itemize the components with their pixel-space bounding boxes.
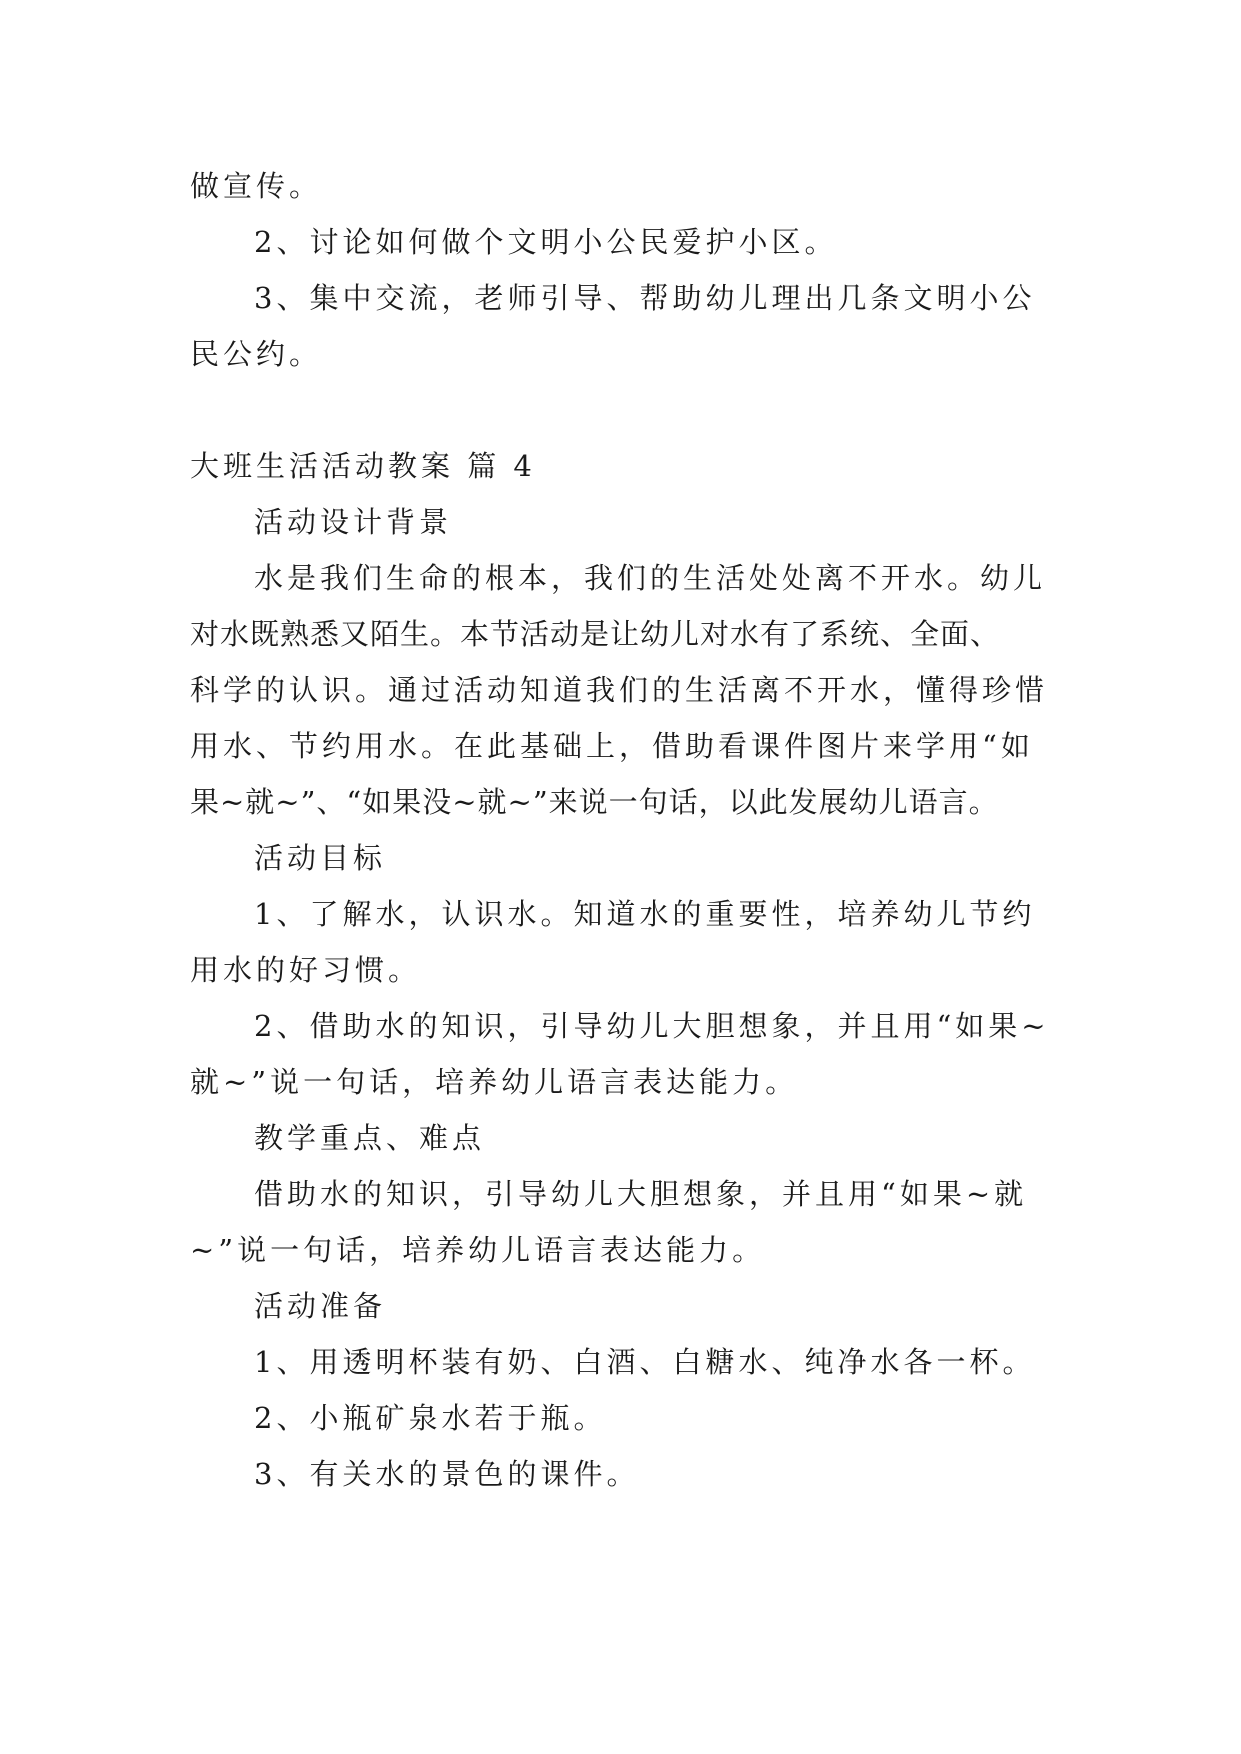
subheading: 活动目标 xyxy=(254,841,387,875)
subheading: 教学重点、难点 xyxy=(254,1121,486,1155)
paragraph-line: 水是我们生命的根本，我们的生活处处离不开水。幼儿 xyxy=(254,561,1047,595)
subheading: 活动准备 xyxy=(254,1289,387,1323)
list-item: 2、借助水的知识，引导幼儿大胆想象，并且用“如果~ xyxy=(254,1009,1050,1043)
paragraph-line: 对水既熟悉又陌生。本节活动是让幼儿对水有了系统、全面、 xyxy=(190,617,1001,651)
section-heading: 大班生活活动教案 篇 4 xyxy=(190,449,536,483)
paragraph-line: 科学的认识。通过活动知道我们的生活离不开水，懂得珍惜 xyxy=(190,673,1049,707)
list-item: 1、用透明杯装有奶、白酒、白糖水、纯净水各一杯。 xyxy=(254,1345,1036,1379)
list-item: 2、讨论如何做个文明小公民爱护小区。 xyxy=(254,225,838,259)
list-item: 3、集中交流，老师引导、帮助幼儿理出几条文明小公 xyxy=(254,281,1036,315)
list-item: 3、有关水的景色的课件。 xyxy=(254,1457,640,1491)
paragraph-line: 做宣传。 xyxy=(190,169,323,203)
paragraph-line: 民公约。 xyxy=(190,337,323,371)
paragraph-line: 借助水的知识，引导幼儿大胆想象，并且用“如果~就 xyxy=(254,1177,1028,1211)
list-item: 1、了解水，认识水。知道水的重要性，培养幼儿节约 xyxy=(254,897,1036,931)
paragraph-line: 就~”说一句话，培养幼儿语言表达能力。 xyxy=(190,1065,799,1099)
list-item: 2、小瓶矿泉水若于瓶。 xyxy=(254,1401,607,1435)
paragraph-line: 用水的好习惯。 xyxy=(190,953,422,987)
paragraph-line: 果~就~”、“如果没~就~”来说一句话，以此发展幼儿语言。 xyxy=(190,785,999,819)
paragraph-line: ~”说一句话，培养幼儿语言表达能力。 xyxy=(190,1233,766,1267)
subheading: 活动设计背景 xyxy=(254,505,453,539)
paragraph-line: 用水、节约用水。在此基础上，借助看课件图片来学用“如 xyxy=(190,729,1034,763)
